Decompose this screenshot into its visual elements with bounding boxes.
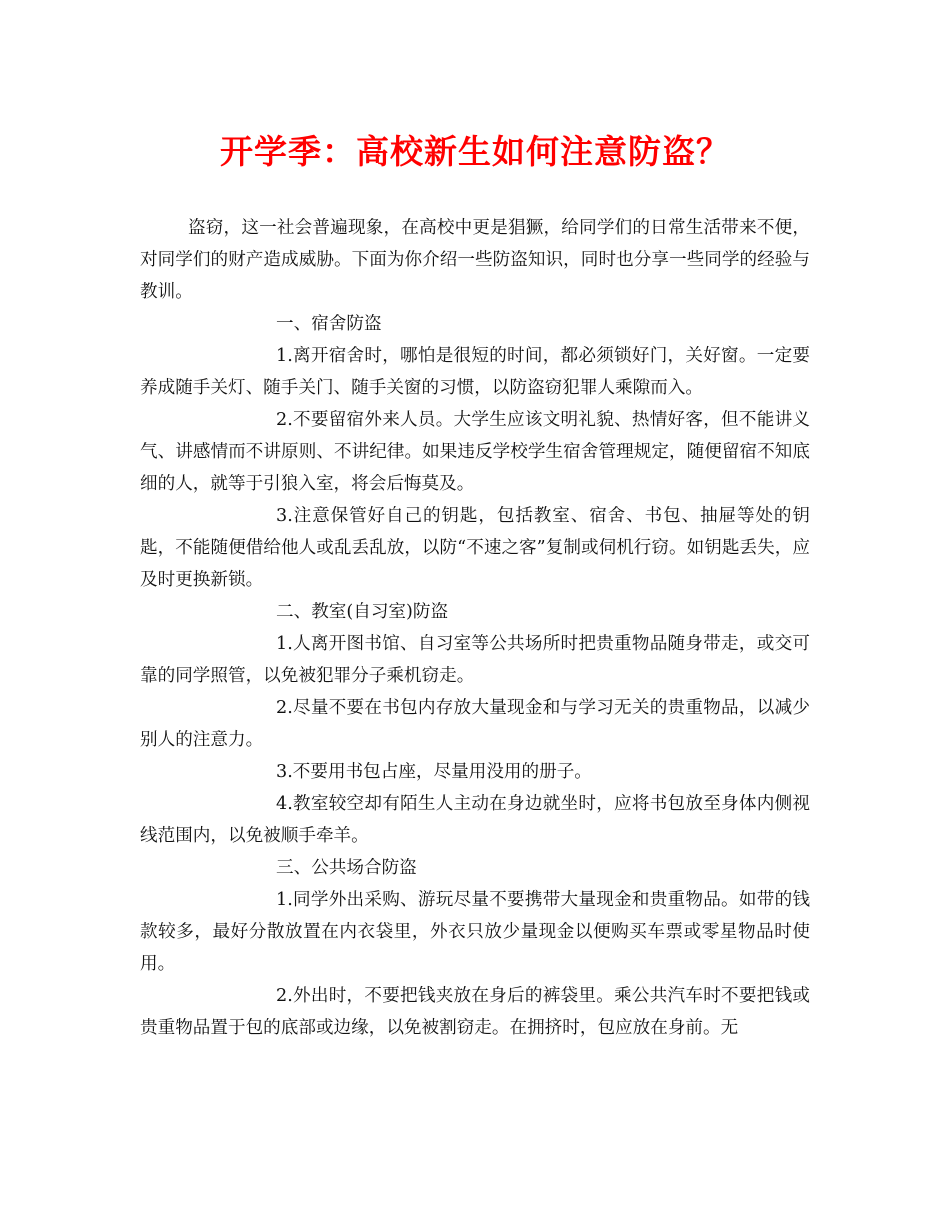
document-title: 开学季：高校新生如何注意防盗？ xyxy=(220,132,730,171)
classroom-item-2: 2.尽量不要在书包内存放大量现金和与学习无关的贵重物品，以减少别人的注意力。 xyxy=(140,698,810,750)
public-places-item-1: 1.同学外出采购、游玩尽量不要携带大量现金和贵重物品。如带的钱款较多，最好分散放置在内衣袋里，外衣只放少量现金以便购买车票或零星物品时使用。 xyxy=(140,890,810,974)
document-page xyxy=(140,126,810,1044)
dormitory-item-1: 1.离开宿舍时，哪怕是很短的时间，都必须锁好门，关好窗。一定要养成随手关灯、随手关门、随手关窗的习惯，以防盗窃犯罪人乘隙而入。 xyxy=(140,346,810,398)
section-heading-dormitory: 一、宿舍防盗 xyxy=(276,314,382,334)
classroom-item-1: 1.人离开图书馆、自习室等公共场所时把贵重物品随身带走，或交可靠的同学照管，以免被犯罪分子乘机窃走。 xyxy=(140,634,810,686)
classroom-item-4: 4.教室较空却有陌生人主动在身边就坐时，应将书包放至身体内侧视线范围内，以免被顺手牵羊。 xyxy=(140,794,810,846)
section-heading-classroom: 二、教室(自习室)防盗 xyxy=(276,602,449,622)
public-places-item-2: 2.外出时，不要把钱夹放在身后的裤袋里。乘公共汽车时不要把钱或贵重物品置于包的底部或边缘，以免被割窃走。在拥挤时，包应放在身前。无 xyxy=(140,986,810,1038)
dormitory-item-3: 3.注意保管好自己的钥匙，包括教室、宿舍、书包、抽屉等处的钥匙，不能随便借给他人或乱丢乱放，以防“不速之客”复制或伺机行窃。如钥匙丢失，应及时更换新锁。 xyxy=(140,506,810,590)
intro-paragraph: 盗窃，这一社会普遍现象，在高校中更是猖獗，给同学们的日常生活带来不便，对同学们的财产造成威胁。下面为你介绍一些防盗知识，同时也分享一些同学的经验与教训。 xyxy=(140,218,810,302)
dormitory-item-2: 2.不要留宿外来人员。大学生应该文明礼貌、热情好客，但不能讲义气、讲感情而不讲原则、不讲纪律。如果违反学校学生宿舍管理规定，随便留宿不知底细的人，就等于引狼入室，将会后悔莫及。 xyxy=(140,410,810,494)
document-body xyxy=(140,212,810,1044)
classroom-item-3: 3.不要用书包占座，尽量用没用的册子。 xyxy=(276,762,592,782)
section-heading-public-places: 三、公共场合防盗 xyxy=(276,858,417,878)
